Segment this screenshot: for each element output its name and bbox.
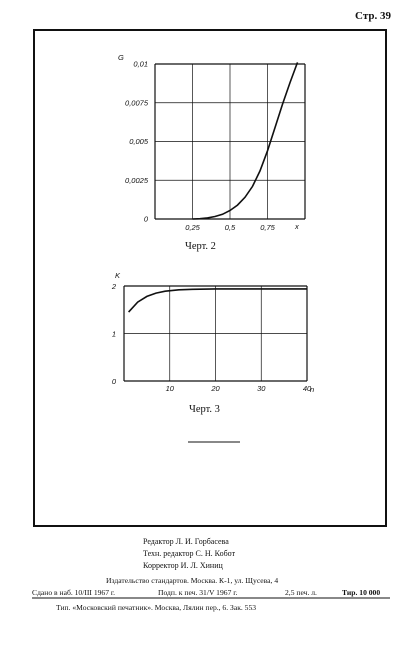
figure-1-grid	[155, 64, 305, 219]
figure-1-x-axis-symbol: x	[295, 222, 299, 231]
figure-1-y-tick-label: 0	[143, 214, 148, 224]
figure-1-caption: Черт. 2	[185, 241, 216, 252]
figure-1-y-tick-label: 0,01	[133, 59, 148, 69]
figure-1-x-ticks	[185, 223, 275, 232]
figure-2-x-axis-symbol: n	[310, 385, 315, 394]
figure-2-y-axis-symbol: K	[115, 271, 121, 280]
circulation: Тир. 10 000	[342, 588, 381, 597]
page-number: Стр. 39	[355, 10, 391, 22]
figure-1-x-tick-label: 0,5	[224, 223, 236, 232]
figure-2-grid	[124, 286, 307, 381]
figure-2-y-tick-label: 2	[111, 282, 116, 291]
editor-credit: Редактор Л. И. Горбасева	[143, 537, 229, 546]
figure-2-x-tick-label: 30	[257, 384, 266, 393]
figure-2-x-ticks	[165, 384, 315, 394]
figure-1-y-axis-symbol: G	[118, 53, 124, 62]
figure-1-y-tick-label: 0,005	[129, 137, 148, 146]
figure-2-x-tick-label: 40	[302, 384, 312, 393]
figure-1-x-tick-label: 0,25	[185, 223, 200, 232]
figure-1-y-tick-label: 0,0075	[125, 98, 148, 108]
figure-2	[111, 271, 314, 415]
figure-2-x-tick-label: 20	[211, 384, 220, 393]
figure-1-y-tick-label: 0,0025	[125, 175, 148, 185]
figure-1-curve	[193, 62, 298, 219]
figure-2-y-tick-label: 1	[111, 329, 116, 339]
publisher-line: Издательство стандартов. Москва. К-1, ул. Щусева, 4	[106, 576, 279, 585]
figure-2-y-tick-label: 0	[111, 377, 116, 386]
figure-1-x-tick-label: 0,75	[260, 223, 275, 232]
printer-line: Тип. «Московский печатник». Москва, Лялин пер., 6. Зак. 553	[56, 603, 257, 612]
figure-1-y-ticks	[125, 60, 149, 224]
corrector-credit: Корректор И. Л. Хиниц	[143, 561, 223, 570]
tech-editor-credit: Техн. редактор С. Н. Кобот	[143, 549, 236, 558]
figure-1	[118, 53, 305, 252]
submitted-date: Сдано в наб. 10/III 1967 г.	[32, 588, 116, 597]
figure-2-y-ticks	[111, 282, 117, 386]
figure-2-caption: Черт. 3	[189, 404, 220, 415]
signed-date: Подп. к печ. 31/V 1967 г.	[158, 588, 238, 597]
figure-2-x-tick-label: 10	[165, 384, 174, 393]
print-sheets: 2,5 печ. л.	[285, 588, 317, 597]
figure-2-curve	[129, 289, 307, 312]
